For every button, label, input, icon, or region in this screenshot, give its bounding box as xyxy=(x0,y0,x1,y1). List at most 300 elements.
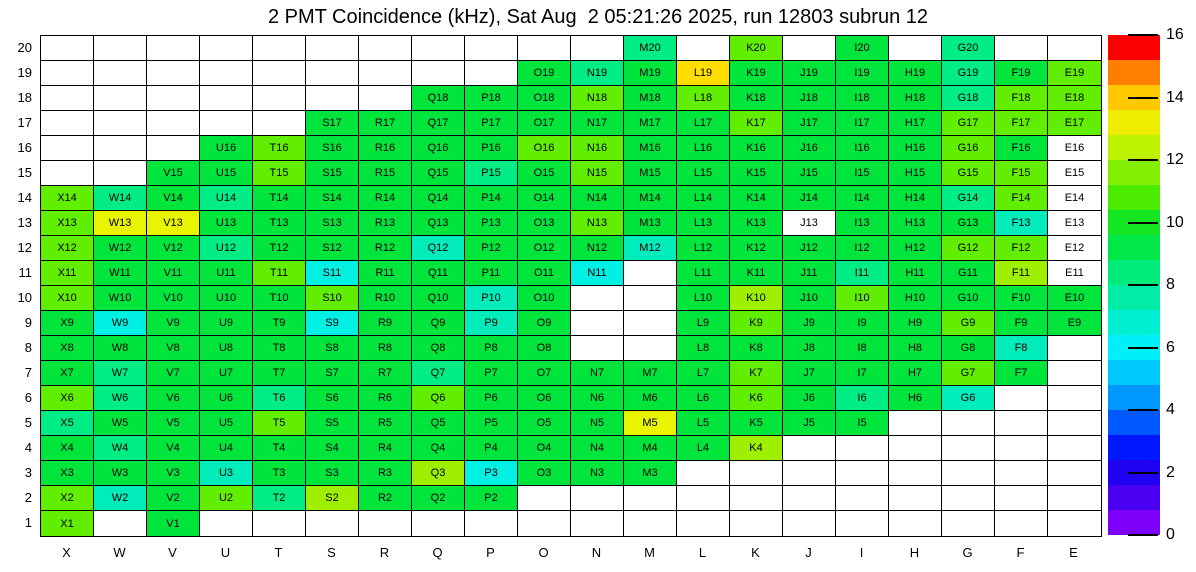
grid-cell: I15 xyxy=(836,161,889,186)
grid-cell: Q16 xyxy=(412,136,465,161)
grid-cell xyxy=(412,511,465,536)
grid-cell: M16 xyxy=(624,136,677,161)
grid-cell xyxy=(1048,336,1101,361)
grid-cell: G12 xyxy=(942,236,995,261)
grid-cell: X3 xyxy=(41,461,94,486)
grid-cell: K11 xyxy=(730,261,783,286)
grid-cell: J6 xyxy=(783,386,836,411)
grid-cell xyxy=(41,111,94,136)
colorbar-band xyxy=(1108,510,1160,535)
grid-cell: J16 xyxy=(783,136,836,161)
grid-cell xyxy=(41,61,94,86)
grid-cell: P2 xyxy=(465,486,518,511)
grid-cell: L18 xyxy=(677,86,730,111)
grid-cell xyxy=(889,486,942,511)
y-axis-label: 15 xyxy=(17,165,32,180)
colorbar-tick xyxy=(1128,159,1158,161)
grid-cell: F19 xyxy=(995,61,1048,86)
grid-cell: U7 xyxy=(200,361,253,386)
grid-cell: R14 xyxy=(359,186,412,211)
grid-cell: S17 xyxy=(306,111,359,136)
grid-cell: Q17 xyxy=(412,111,465,136)
colorbar-tick-label: 16 xyxy=(1166,26,1184,43)
y-axis-label: 10 xyxy=(17,290,32,305)
grid-cell: S2 xyxy=(306,486,359,511)
grid-cell: M6 xyxy=(624,386,677,411)
grid-cell: R13 xyxy=(359,211,412,236)
grid-cell xyxy=(41,161,94,186)
colorbar-band xyxy=(1108,260,1160,285)
x-axis-label: T xyxy=(274,545,283,560)
grid-cell: F13 xyxy=(995,211,1048,236)
grid-cell xyxy=(94,61,147,86)
grid-cell: M13 xyxy=(624,211,677,236)
grid-cell: T14 xyxy=(253,186,306,211)
grid-cell: M12 xyxy=(624,236,677,261)
grid-cell: U16 xyxy=(200,136,253,161)
colorbar-tick xyxy=(1128,409,1158,411)
x-axis-label: E xyxy=(1069,545,1078,560)
grid-cell: F8 xyxy=(995,336,1048,361)
grid-cell xyxy=(41,36,94,61)
colorbar-tick-label: 4 xyxy=(1166,401,1175,418)
grid-cell xyxy=(836,511,889,536)
grid-cell: X14 xyxy=(41,186,94,211)
grid-cell: Q13 xyxy=(412,211,465,236)
grid-cell: O5 xyxy=(518,411,571,436)
grid-cell: U10 xyxy=(200,286,253,311)
grid-cell xyxy=(1048,361,1101,386)
grid-cell: O6 xyxy=(518,386,571,411)
grid-cell: Q9 xyxy=(412,311,465,336)
grid-cell: K20 xyxy=(730,36,783,61)
grid-cell xyxy=(571,311,624,336)
grid-cell: O16 xyxy=(518,136,571,161)
grid-cell xyxy=(147,136,200,161)
grid-cell: M15 xyxy=(624,161,677,186)
grid-cell: T11 xyxy=(253,261,306,286)
grid-cell xyxy=(836,461,889,486)
grid-cell: T5 xyxy=(253,411,306,436)
grid-cell: L13 xyxy=(677,211,730,236)
colorbar-band xyxy=(1108,135,1160,160)
grid-cell: S14 xyxy=(306,186,359,211)
grid-cell: M7 xyxy=(624,361,677,386)
grid-cell: W8 xyxy=(94,336,147,361)
grid-cell xyxy=(465,36,518,61)
grid-cell: U11 xyxy=(200,261,253,286)
y-axis-label: 18 xyxy=(17,90,32,105)
colorbar-band xyxy=(1108,485,1160,510)
grid-cell: W5 xyxy=(94,411,147,436)
grid-cell: T7 xyxy=(253,361,306,386)
grid-cell: L16 xyxy=(677,136,730,161)
grid-cell: P12 xyxy=(465,236,518,261)
grid-cell xyxy=(942,486,995,511)
grid-cell: N4 xyxy=(571,436,624,461)
grid-cell: I13 xyxy=(836,211,889,236)
grid-cell: L8 xyxy=(677,336,730,361)
grid-cell: S3 xyxy=(306,461,359,486)
grid-cell xyxy=(518,36,571,61)
grid-cell: L4 xyxy=(677,436,730,461)
grid-cell: S9 xyxy=(306,311,359,336)
grid-cell: R6 xyxy=(359,386,412,411)
grid-cell: G13 xyxy=(942,211,995,236)
grid-cell: G16 xyxy=(942,136,995,161)
grid-cell xyxy=(624,511,677,536)
grid-cell: T16 xyxy=(253,136,306,161)
x-axis-label: W xyxy=(113,545,126,560)
grid-cell xyxy=(41,136,94,161)
grid-cell xyxy=(306,36,359,61)
grid-cell: J18 xyxy=(783,86,836,111)
grid-cell: F7 xyxy=(995,361,1048,386)
grid-cell: Q11 xyxy=(412,261,465,286)
grid-cell: P13 xyxy=(465,211,518,236)
grid-cell: S13 xyxy=(306,211,359,236)
grid-cell: J19 xyxy=(783,61,836,86)
grid-cell: V12 xyxy=(147,236,200,261)
y-axis-label: 7 xyxy=(24,365,32,380)
grid-cell xyxy=(624,336,677,361)
grid-cell xyxy=(200,36,253,61)
grid-cell: S15 xyxy=(306,161,359,186)
grid-cell: H11 xyxy=(889,261,942,286)
grid-cell: R7 xyxy=(359,361,412,386)
grid-cell: H6 xyxy=(889,386,942,411)
grid-cell: M3 xyxy=(624,461,677,486)
grid-cell xyxy=(200,111,253,136)
grid-cell: W7 xyxy=(94,361,147,386)
grid-cell: T9 xyxy=(253,311,306,336)
grid-cell xyxy=(94,86,147,111)
grid-cell: I19 xyxy=(836,61,889,86)
grid-cell: G14 xyxy=(942,186,995,211)
grid-cell xyxy=(359,36,412,61)
x-axis-label: G xyxy=(962,545,973,560)
grid-cell: U8 xyxy=(200,336,253,361)
grid-cell: T3 xyxy=(253,461,306,486)
grid-cell: X4 xyxy=(41,436,94,461)
x-axis-label: V xyxy=(168,545,177,560)
grid-cell: O15 xyxy=(518,161,571,186)
grid-cell xyxy=(359,61,412,86)
grid-cell: N7 xyxy=(571,361,624,386)
colorbar-tick-label: 10 xyxy=(1166,213,1184,231)
grid-cell: F16 xyxy=(995,136,1048,161)
grid-cell: H7 xyxy=(889,361,942,386)
grid-cell: P17 xyxy=(465,111,518,136)
grid-cell xyxy=(1048,461,1101,486)
grid-cell: V1 xyxy=(147,511,200,536)
grid-cell: H17 xyxy=(889,111,942,136)
grid-cell xyxy=(889,511,942,536)
grid-cell: V5 xyxy=(147,411,200,436)
grid-cell: Q3 xyxy=(412,461,465,486)
grid-cell: N15 xyxy=(571,161,624,186)
x-axis-label: K xyxy=(751,545,760,560)
grid-cell: F18 xyxy=(995,86,1048,111)
y-axis-label: 8 xyxy=(24,340,32,355)
grid-cell: E10 xyxy=(1048,286,1101,311)
grid-cell xyxy=(836,436,889,461)
colorbar-band xyxy=(1108,110,1160,135)
grid-cell: K16 xyxy=(730,136,783,161)
grid-cell: W10 xyxy=(94,286,147,311)
colorbar-band xyxy=(1108,185,1160,210)
grid-cell: R9 xyxy=(359,311,412,336)
grid-cell: S16 xyxy=(306,136,359,161)
grid-cell xyxy=(783,461,836,486)
grid-cell: K12 xyxy=(730,236,783,261)
grid-cell: G20 xyxy=(942,36,995,61)
grid-cell xyxy=(253,111,306,136)
grid-cell: L12 xyxy=(677,236,730,261)
grid-cell xyxy=(571,336,624,361)
grid-cell xyxy=(783,436,836,461)
colorbar-tick xyxy=(1128,347,1158,349)
grid-cell: I14 xyxy=(836,186,889,211)
grid-cell: O3 xyxy=(518,461,571,486)
grid-cell: I11 xyxy=(836,261,889,286)
grid-cell: U4 xyxy=(200,436,253,461)
grid-cell: P7 xyxy=(465,361,518,386)
grid-cell xyxy=(889,436,942,461)
grid-cell: W2 xyxy=(94,486,147,511)
grid-cell: F10 xyxy=(995,286,1048,311)
grid-cell: I8 xyxy=(836,336,889,361)
grid-cell xyxy=(1048,436,1101,461)
colorbar-tick-label: 6 xyxy=(1166,338,1175,356)
grid-cell: F11 xyxy=(995,261,1048,286)
grid-cell: E11 xyxy=(1048,261,1101,286)
grid-cell: J11 xyxy=(783,261,836,286)
grid-cell: J13 xyxy=(783,211,836,236)
grid-cell: W3 xyxy=(94,461,147,486)
grid-cell: O12 xyxy=(518,236,571,261)
grid-cell: P4 xyxy=(465,436,518,461)
grid-cell: P15 xyxy=(465,161,518,186)
grid-cell: U13 xyxy=(200,211,253,236)
grid-cell xyxy=(571,511,624,536)
grid-cell xyxy=(995,511,1048,536)
grid-cell: K8 xyxy=(730,336,783,361)
grid-cell xyxy=(412,36,465,61)
y-axis-label: 9 xyxy=(24,315,32,330)
x-axis-label: U xyxy=(220,545,231,560)
grid-cell: E19 xyxy=(1048,61,1101,86)
grid-cell: G10 xyxy=(942,286,995,311)
grid-cell: R17 xyxy=(359,111,412,136)
grid-cell xyxy=(94,511,147,536)
grid-cell xyxy=(200,511,253,536)
grid-cell xyxy=(306,61,359,86)
grid-cell: K18 xyxy=(730,86,783,111)
colorbar-tick-label: 12 xyxy=(1166,151,1184,168)
grid-cell: L7 xyxy=(677,361,730,386)
grid-cell: Q8 xyxy=(412,336,465,361)
grid-cell: H10 xyxy=(889,286,942,311)
grid-cell: N19 xyxy=(571,61,624,86)
grid-cell: M4 xyxy=(624,436,677,461)
grid-cell xyxy=(571,486,624,511)
grid-cell xyxy=(995,411,1048,436)
grid-cell: X7 xyxy=(41,361,94,386)
grid-cell xyxy=(200,61,253,86)
grid-cell: N18 xyxy=(571,86,624,111)
grid-cell: J14 xyxy=(783,186,836,211)
grid-cell: O17 xyxy=(518,111,571,136)
grid-cell: S12 xyxy=(306,236,359,261)
grid-cell: U6 xyxy=(200,386,253,411)
x-axis-label: P xyxy=(486,545,495,560)
grid-cell: N6 xyxy=(571,386,624,411)
grid-cell: K17 xyxy=(730,111,783,136)
grid-cell: N11 xyxy=(571,261,624,286)
grid-cell: X8 xyxy=(41,336,94,361)
grid-cell: X2 xyxy=(41,486,94,511)
grid-cell: R3 xyxy=(359,461,412,486)
colorbar-tick-label: 0 xyxy=(1166,526,1175,543)
grid-cell: M17 xyxy=(624,111,677,136)
grid-cell: V6 xyxy=(147,386,200,411)
grid-cell: J10 xyxy=(783,286,836,311)
grid-cell: L14 xyxy=(677,186,730,211)
grid-cell: E16 xyxy=(1048,136,1101,161)
grid-cell: U3 xyxy=(200,461,253,486)
grid-cell: R5 xyxy=(359,411,412,436)
grid-cell: S7 xyxy=(306,361,359,386)
grid-cell: S11 xyxy=(306,261,359,286)
grid-cell xyxy=(624,311,677,336)
y-axis-label: 5 xyxy=(24,415,32,430)
grid-cell xyxy=(889,36,942,61)
grid-cell xyxy=(253,36,306,61)
grid-cell: G19 xyxy=(942,61,995,86)
colorbar-tick xyxy=(1128,222,1158,224)
grid-cell: F9 xyxy=(995,311,1048,336)
grid-cell: G11 xyxy=(942,261,995,286)
grid-cell: K6 xyxy=(730,386,783,411)
grid-cell: X9 xyxy=(41,311,94,336)
grid-cell: G17 xyxy=(942,111,995,136)
grid-cell: H9 xyxy=(889,311,942,336)
colorbar-band xyxy=(1108,385,1160,410)
grid-cell xyxy=(94,111,147,136)
grid-cell: J15 xyxy=(783,161,836,186)
grid-cell: Q5 xyxy=(412,411,465,436)
grid-cell: M19 xyxy=(624,61,677,86)
grid-cell: L19 xyxy=(677,61,730,86)
colorbar-band xyxy=(1108,310,1160,335)
colorbar-tick-label: 14 xyxy=(1166,88,1184,106)
y-axis-label: 3 xyxy=(24,465,32,480)
grid-cell: U9 xyxy=(200,311,253,336)
grid-cell: V9 xyxy=(147,311,200,336)
grid-cell: X11 xyxy=(41,261,94,286)
grid-cell: T8 xyxy=(253,336,306,361)
grid-cell: L5 xyxy=(677,411,730,436)
grid-cell xyxy=(147,36,200,61)
grid-cell xyxy=(1048,486,1101,511)
grid-cell: I7 xyxy=(836,361,889,386)
y-axis-label: 20 xyxy=(17,40,32,55)
grid-cell: I18 xyxy=(836,86,889,111)
grid-cell: N3 xyxy=(571,461,624,486)
x-axis-label: Q xyxy=(432,545,443,560)
grid-cell: G18 xyxy=(942,86,995,111)
grid-cell xyxy=(624,486,677,511)
x-axis-label: S xyxy=(327,545,336,560)
grid-cell: V7 xyxy=(147,361,200,386)
grid-cell: R2 xyxy=(359,486,412,511)
grid-cell: W12 xyxy=(94,236,147,261)
grid-cell xyxy=(571,286,624,311)
grid-cell xyxy=(465,61,518,86)
grid-cell: T10 xyxy=(253,286,306,311)
grid-cell: T2 xyxy=(253,486,306,511)
grid-cell: O14 xyxy=(518,186,571,211)
x-axis-label: N xyxy=(591,545,602,560)
grid-cell xyxy=(94,136,147,161)
grid-cell: X6 xyxy=(41,386,94,411)
grid-cell: S5 xyxy=(306,411,359,436)
grid-cell xyxy=(359,86,412,111)
grid-cell: P14 xyxy=(465,186,518,211)
grid-cell: H19 xyxy=(889,61,942,86)
grid-cell xyxy=(1048,511,1101,536)
grid-cell: U14 xyxy=(200,186,253,211)
grid-cell: L15 xyxy=(677,161,730,186)
grid-cell: X13 xyxy=(41,211,94,236)
grid-cell xyxy=(518,511,571,536)
grid-cell: V2 xyxy=(147,486,200,511)
colorbar-tick-label: 2 xyxy=(1166,463,1175,481)
grid-cell: W6 xyxy=(94,386,147,411)
grid-cell: O13 xyxy=(518,211,571,236)
grid-cell: O10 xyxy=(518,286,571,311)
grid-cell: U15 xyxy=(200,161,253,186)
grid-cell: X5 xyxy=(41,411,94,436)
grid-cell: W4 xyxy=(94,436,147,461)
colorbar-band xyxy=(1108,235,1160,260)
grid-cell: Q15 xyxy=(412,161,465,186)
y-axis-label: 6 xyxy=(24,390,32,405)
grid-cell: J12 xyxy=(783,236,836,261)
grid-cell: P5 xyxy=(465,411,518,436)
grid-cell: H12 xyxy=(889,236,942,261)
heatmap-grid xyxy=(40,35,1102,537)
x-axis-label: F xyxy=(1016,545,1025,560)
grid-cell xyxy=(253,511,306,536)
grid-cell xyxy=(995,486,1048,511)
grid-cell: P6 xyxy=(465,386,518,411)
grid-cell: V14 xyxy=(147,186,200,211)
y-axis-label: 17 xyxy=(17,115,32,130)
grid-cell: H14 xyxy=(889,186,942,211)
grid-cell: T4 xyxy=(253,436,306,461)
grid-cell: H18 xyxy=(889,86,942,111)
grid-cell: I12 xyxy=(836,236,889,261)
grid-cell: X10 xyxy=(41,286,94,311)
y-axis-label: 14 xyxy=(17,190,32,205)
grid-cell xyxy=(889,461,942,486)
grid-cell: K15 xyxy=(730,161,783,186)
grid-cell: H16 xyxy=(889,136,942,161)
grid-cell xyxy=(465,511,518,536)
grid-cell: O9 xyxy=(518,311,571,336)
